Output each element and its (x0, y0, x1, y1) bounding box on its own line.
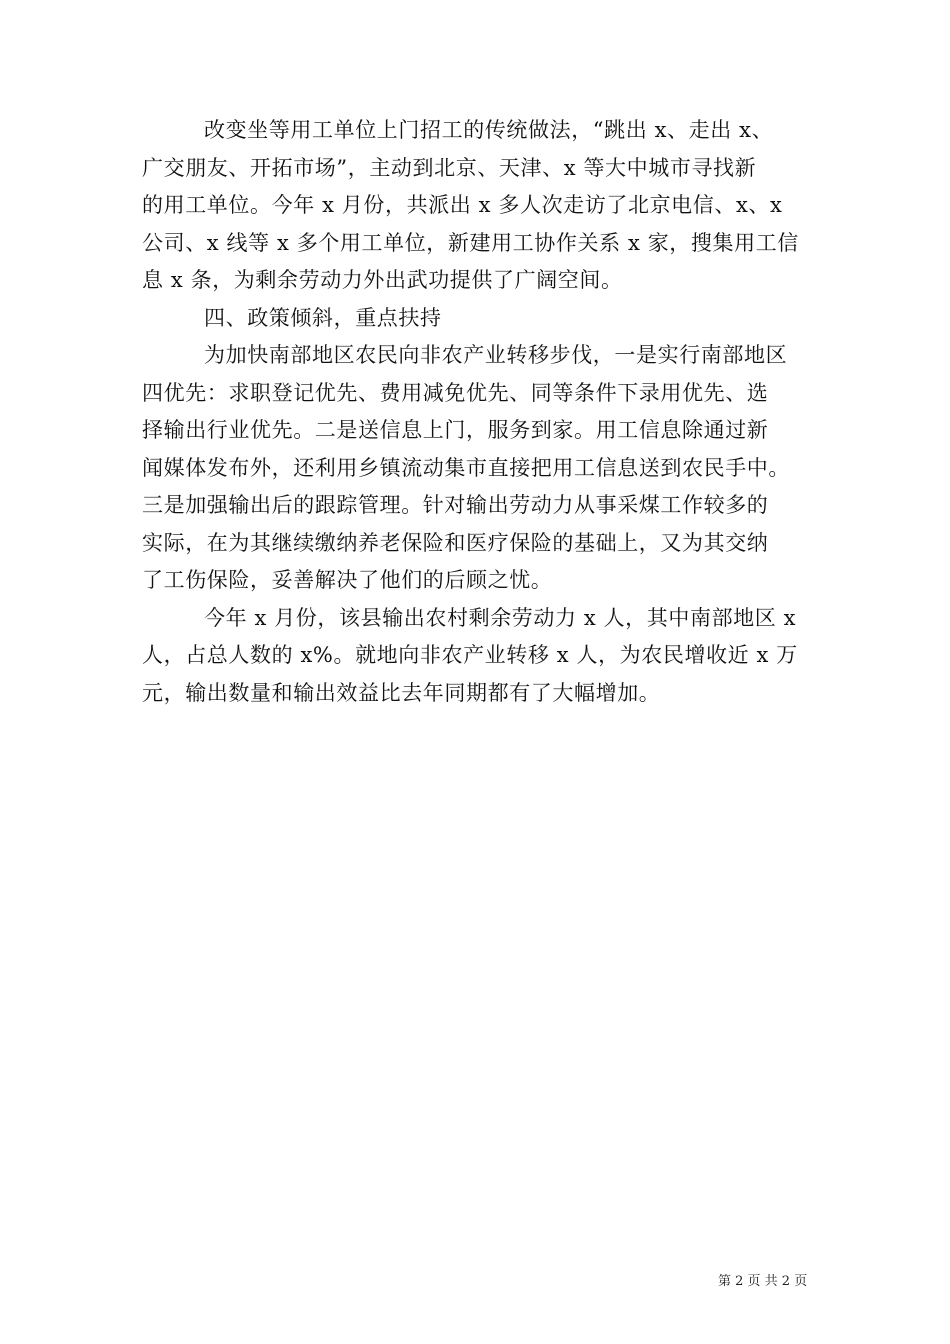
paragraph-results (142, 600, 809, 713)
text-line: 为加快南部地区农民向非农产业转移步伐，一是实行南部地区 (204, 343, 788, 367)
text-line: 广交朋友、开拓市场”，主动到北京、天津、x 等大中城市寻找新 (142, 155, 757, 180)
document-body (142, 112, 809, 712)
paragraph-recruitment (142, 112, 809, 300)
text-line: 改变坐等用工单位上门招工的传统做法，“跳出 x、走出 x、 (204, 118, 774, 142)
text-line: 公司、x 线等 x 多个用工单位，新建用工协作关系 x 家，搜集用工信 (142, 230, 799, 255)
section-heading-text: 四、政策倾斜，重点扶持 (204, 305, 442, 330)
text-line: 人，占总人数的 x%。就地向非农产业转移 x 人，为农民增收近 x 万 (142, 643, 798, 667)
text-line: 三是加强输出后的跟踪管理。针对输出劳动力从事采煤工作较多的 (142, 493, 769, 517)
text-line: 的用工单位。今年 x 月份，共派出 x 多人次走访了北京电信、x、x (142, 193, 783, 217)
text-line: 择输出行业优先。二是送信息上门，服务到家。用工信息除通过新 (142, 418, 769, 442)
text-line: 实际，在为其继续缴纳养老保险和医疗保险的基础上，又为其交纳 (142, 530, 769, 555)
text-line: 了工伤保险，妥善解决了他们的后顾之忧。 (142, 568, 553, 592)
page-number-footer: 第 2 页 共 2 页 (718, 1274, 808, 1289)
paragraph-policy (142, 337, 809, 600)
section-heading (142, 300, 809, 338)
text-line: 闻媒体发布外，还利用乡镇流动集市直接把用工信息送到农民手中。 (142, 455, 790, 480)
text-line: 今年 x 月份，该县输出农村剩余劳动力 x 人，其中南部地区 x (204, 605, 797, 630)
text-line: 元，输出数量和输出效益比去年同期都有了大幅增加。 (142, 680, 661, 705)
text-line: 息 x 条，为剩余劳动力外出武功提供了广阔空间。 (142, 268, 623, 292)
text-line: 四优先：求职登记优先、费用减免优先、同等条件下录用优先、选 (142, 380, 769, 405)
